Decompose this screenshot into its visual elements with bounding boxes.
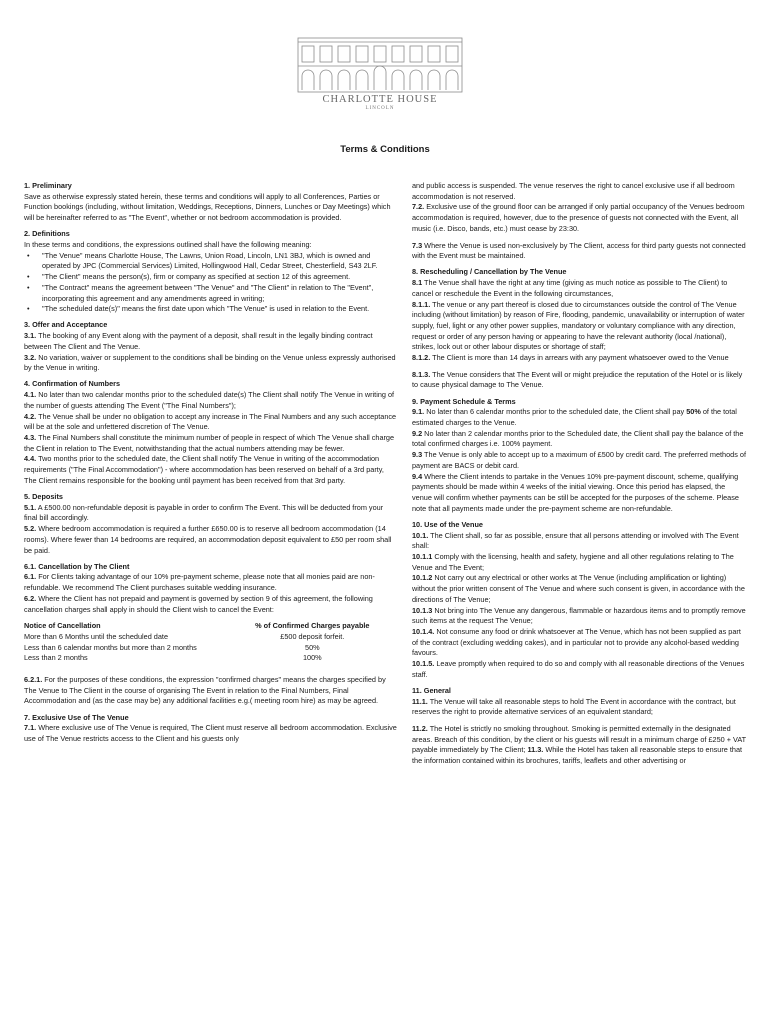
clause-number: 9.1. bbox=[412, 407, 425, 417]
clause bbox=[24, 594, 398, 615]
clause-number: 4.2. bbox=[24, 411, 37, 421]
table-row bbox=[24, 632, 384, 643]
clause-number: 8.1.1. bbox=[412, 299, 431, 309]
clause bbox=[412, 552, 746, 573]
clause bbox=[412, 627, 746, 659]
section-title: 5. Deposits bbox=[24, 491, 63, 501]
clause-number: 4.3. bbox=[24, 432, 37, 442]
clause-number: 9.3 bbox=[412, 450, 423, 460]
list-item: • "The Contract" means the agreement between "The Venue" and "The Client" in relation to The "Event", incorporating this agreement and any amendments agreed in writing; bbox=[42, 283, 398, 304]
section-preliminary bbox=[24, 181, 398, 224]
clause-number: 9.2 bbox=[412, 428, 423, 438]
clause bbox=[412, 724, 746, 767]
clause bbox=[412, 659, 746, 680]
clause bbox=[412, 606, 746, 627]
left-column bbox=[24, 181, 398, 750]
table-cell: More than 6 Months until the scheduled date bbox=[24, 631, 169, 641]
clause-number: 8.1.2. bbox=[412, 353, 431, 363]
clause-emphasis: 50% bbox=[686, 407, 701, 417]
clause bbox=[412, 573, 746, 605]
clause-text: Where bedroom accommodation is required a further £650.00 is to reserve all bedroom accommodation (14 rooms). Where fewer than 14 bedrooms are required, an accommodation deposit equivalent to £50 per room shall be paid. bbox=[24, 524, 392, 555]
clause-number: 7.3 bbox=[412, 240, 423, 250]
clause-number: 10.1.2 bbox=[412, 573, 433, 583]
clause-text: Where exclusive use of The Venue is required, The Client must reserve all bedroom accommodation. Exclusive use of The Venue restricts access to the Client and his guests only bbox=[24, 723, 397, 744]
clause-text: The Client is more than 14 days in arrears with any payment whatsoever owed to the Venue bbox=[430, 353, 729, 363]
paragraph: In these terms and conditions, the expressions outlined shall have the following meaning: bbox=[24, 240, 312, 250]
clause bbox=[24, 433, 398, 454]
table-header-row bbox=[24, 621, 384, 632]
clause bbox=[412, 353, 746, 364]
clause bbox=[24, 524, 398, 556]
clause-text: Exclusive use of the ground floor can be arranged if only partial occupancy of the Venues bedroom accommodation is required, however, due to the presence of guests not connected with the Event, all music (i.e. Disco, bands, etc.) must cease by 23:30. bbox=[412, 202, 745, 233]
clause bbox=[412, 429, 746, 450]
clause-number: 7.1. bbox=[24, 723, 37, 733]
clause bbox=[412, 450, 746, 471]
section-confirmation-numbers bbox=[24, 379, 398, 486]
logo-subtitle: LINCOLN bbox=[365, 106, 395, 111]
list-item: • "The Venue" means Charlotte House, The Lawns, Union Road, Lincoln, LN1 3BJ, which is owned and operated by JPC (Commercial Services) Limited, Hollingwood Hall, Cedar Street, Chesterfield, S43 2LF. bbox=[42, 251, 398, 272]
clause-continuation: and public access is suspended. The venue reserves the right to cancel exclusive use if all bedroom accommodation is not reserved. bbox=[412, 181, 735, 201]
table-row bbox=[24, 653, 384, 664]
clause bbox=[412, 202, 746, 234]
clause bbox=[412, 407, 746, 428]
clause-number: 6.2. bbox=[24, 593, 37, 603]
clause-number: 4.1. bbox=[24, 390, 37, 400]
clause-text: Where the Venue is used non-exclusively by The Client, access for third party guests not connected with the Event must be maintained. bbox=[412, 240, 746, 261]
section-title: 8. Rescheduling / Cancellation by The Venue bbox=[412, 267, 567, 277]
section-title: 1. Preliminary bbox=[24, 181, 72, 190]
clause-number: 3.1. bbox=[24, 331, 37, 341]
clause-text: No later than 6 calendar months prior to the scheduled date, the Client shall pay bbox=[424, 407, 687, 417]
section-rescheduling bbox=[412, 267, 746, 391]
table-header: % of Confirmed Charges payable bbox=[255, 621, 370, 631]
cancellation-charges-table bbox=[24, 621, 384, 664]
table-row bbox=[24, 643, 384, 654]
section-exclusive-use-continued bbox=[412, 181, 746, 262]
logo-name: CHARLOTTE HOUSE bbox=[322, 94, 438, 105]
list-item: • "The scheduled date(s)" means the first date upon which "The Venue" is used in relation to the Event. bbox=[42, 304, 398, 315]
section-deposits bbox=[24, 492, 398, 556]
clause-text: Comply with the licensing, health and safety, hygiene and all other regulations relating to The Venue and The Event; bbox=[412, 552, 734, 572]
section-title: 9. Payment Schedule & Terms bbox=[412, 396, 516, 406]
clause-text: The Hotel is strictly no smoking throughout. Smoking is permitted externally in the designated areas. Breach of this condition, by the client or his guests will result in a minimum charge of £250 + VAT payable immediately by The Client; bbox=[412, 724, 746, 755]
clause-text: The Venue is only able to accept up to a maximum of £500 by credit card. The preferred methods of payment are BACS or debit card. bbox=[412, 450, 746, 470]
clause-text: The booking of any Event along with the payment of a deposit, shall result in the legally binding contract between The Client and The Venue. bbox=[24, 331, 373, 351]
clause bbox=[412, 370, 746, 391]
section-offer-acceptance bbox=[24, 320, 398, 374]
table-header: Notice of Cancellation bbox=[24, 621, 101, 631]
clause-text: The Final Numbers shall constitute the minimum number of people in respect of which The Venue shall charge the Client in relation to The Event, notwithstanding that the actual numbers attending may be fewer. bbox=[24, 432, 395, 453]
definitions-list bbox=[24, 251, 398, 315]
clause-text: The Client shall, so far as possible, ensure that all persons attending or involved with The Event shall: bbox=[412, 530, 739, 551]
table-cell: 100% bbox=[302, 653, 322, 663]
right-column bbox=[412, 181, 746, 772]
table-cell: £500 deposit forfeit. bbox=[280, 631, 345, 641]
clause-text: Leave promptly when required to do so and comply with all reasonable directions of the Venues staff. bbox=[412, 659, 745, 679]
clause-text: Not carry out any electrical or other works at The Venue (including amplification or lighting) without the prior written consent of The Venue and where such consent is given, in accordance with the directions of The Venue; bbox=[412, 573, 745, 604]
clause-number: 5.2. bbox=[24, 524, 37, 534]
clause bbox=[412, 697, 746, 718]
clause bbox=[24, 572, 398, 593]
clause bbox=[24, 353, 398, 374]
clause-number: 7.2. bbox=[412, 202, 425, 212]
clause bbox=[412, 278, 746, 299]
section-title: 4. Confirmation of Numbers bbox=[24, 379, 121, 389]
clause bbox=[412, 472, 746, 515]
section-title: 2. Definitions bbox=[24, 229, 70, 239]
table-cell: 50% bbox=[305, 642, 320, 652]
clause-text: Not bring into The Venue any dangerous, flammable or hazardous items and to promptly remove such items at the request The Venue; bbox=[412, 605, 746, 626]
page-title: Terms & Conditions bbox=[340, 144, 430, 155]
clause-number: 11.1. bbox=[412, 696, 428, 706]
clause-text: Not consume any food or drink whatsoever at The Venue, which has not been supplied as part of the contract (excluding wedding cakes), and in particular not to provide any alcohol-based wedding favours. bbox=[412, 626, 741, 658]
clause-number: 6.1. bbox=[24, 572, 37, 582]
section-definitions bbox=[24, 229, 398, 315]
clause bbox=[24, 454, 398, 486]
clause-number: 3.2. bbox=[24, 352, 37, 362]
clause-number: 4.4. bbox=[24, 454, 37, 464]
clause bbox=[24, 503, 398, 524]
clause-text: For the purposes of these conditions, the expression "confirmed charges" means the charges specified by The Venue to The Client in the course of organising The Event in relation to the Final Numbers, Final Accommodation and (as the case may be) any additional facilities e.g.( meeting room hire) as may be agreed. bbox=[24, 675, 386, 706]
clause bbox=[412, 241, 746, 262]
section-use-of-venue bbox=[412, 520, 746, 681]
clause bbox=[412, 300, 746, 354]
clause-number: 10.1.1 bbox=[412, 552, 433, 561]
clause-text: While the Hotel has taken all reasonable steps to ensure that the information contained within its brochures, tariffs, leaflets and other advertising or bbox=[412, 745, 743, 766]
clause-text: Where the Client intends to partake in the Venues 10% pre-payment discount, scheme, qualifying payments should be made within 4 weeks of the initial viewing. Once this period has elapsed, the venue will confirm whether payments can be still be accepted for the purposes of the scheme. Please note that all payments made under the pre-payment scheme are non-refundable. bbox=[412, 471, 739, 513]
paragraph: Save as otherwise expressly stated herein, these terms and conditions will apply to all Conferences, Parties or Function bookings (including, without limitation, Weddings, Receptions, Dinners, Lunches or Day Meetings) which will be hereinafter referred to as "The Event", whether or not bedroom accommodation is provided. bbox=[24, 191, 391, 223]
clause-text: The Venue will take all reasonable steps to hold The Event in accordance with the contract, but reserves the right to provide alternative services of an equivalent standard; bbox=[412, 696, 736, 717]
section-title: 10. Use of the Venue bbox=[412, 519, 483, 529]
clause bbox=[24, 675, 398, 707]
clause-text: For Clients taking advantage of our 10% pre-payment scheme, please note that all monies paid are non-refundable. We recommend The Client purchases suitable wedding insurance. bbox=[24, 572, 375, 593]
clause-number: 8.1.3. bbox=[412, 369, 431, 379]
section-payment-schedule bbox=[412, 397, 746, 515]
clause bbox=[24, 390, 398, 411]
clause-text: of the total estimated charges to the Venue. bbox=[412, 407, 737, 428]
clause-text: The Venue considers that The Event will or might prejudice the reputation of the Hotel or is likely to cause physical damage to The Venue. bbox=[412, 369, 743, 390]
section-title: 11. General bbox=[412, 685, 451, 695]
clause-number: 10.1.4. bbox=[412, 626, 435, 636]
clause-text: The venue or any part thereof is closed due to circumstances outside the control of The Venue including (without limitation) by reason of Fire, flooding, pandemic, unavailability or interruption of water supply, fuel, light or any other power supplies, mandatory or voluntary compliance with any direction, request or order of any person having or appearing to have the relevant authority (local /national), strikes, lock out or other labour disputes or shortage of staff; bbox=[412, 299, 745, 352]
clause bbox=[24, 331, 398, 352]
section-title: 6.1. Cancellation by The Client bbox=[24, 561, 130, 571]
section-title: 3. Offer and Acceptance bbox=[24, 320, 108, 330]
clause-text: No later than 2 calendar months prior to the Scheduled date, the Client shall pay the balance of the total confirmed charges i.e. 100% payment. bbox=[412, 428, 744, 449]
clause-text: No variation, waiver or supplement to the conditions shall be binding on the Venue unless expressly authorised by the Venue in writing. bbox=[24, 352, 396, 373]
clause-number: 11.3. bbox=[527, 745, 544, 755]
clause-text: No later than two calendar months prior to the scheduled date(s) The Client shall notify The Venue in writing of the number of guests attending The Event ("The Final Numbers"); bbox=[24, 390, 395, 410]
section-title: 7. Exclusive Use of The Venue bbox=[24, 712, 129, 722]
section-exclusive-use bbox=[24, 713, 398, 745]
clause-text: Where the Client has not prepaid and payment is governed by section 9 of this agreement, the following cancellation charges shall apply in should the Client wish to cancel the Event: bbox=[24, 593, 373, 614]
clause-number: 10.1.3 bbox=[412, 605, 433, 615]
section-cancellation-client bbox=[24, 562, 398, 707]
clause-text: The Venue shall be under no obligation to accept any increase in The Final Numbers and any such acceptance will be at the sole and unfettered discretion of The Venue. bbox=[24, 411, 397, 432]
clause-number: 11.2. bbox=[412, 724, 428, 734]
list-item: • "The Client" means the person(s), firm or company as specified at section 12 of this agreement. bbox=[42, 272, 398, 283]
clause-text: The Venue shall have the right at any time (giving as much notice as possible to The Client) to cancel or reschedule the Event in the following circumstances, bbox=[412, 278, 728, 298]
clause-number: 9.4 bbox=[412, 471, 423, 481]
clause-number: 10.1.5. bbox=[412, 659, 435, 669]
clause bbox=[24, 723, 398, 744]
table-cell: Less than 2 months bbox=[24, 653, 88, 663]
clause-text: A £500.00 non-refundable deposit is payable in order to confirm The Event. This will be deducted from your final bill accordingly. bbox=[24, 502, 384, 523]
clause-number: 6.2.1. bbox=[24, 675, 43, 685]
clause bbox=[412, 531, 746, 552]
clause-number: 10.1. bbox=[412, 530, 429, 540]
clause bbox=[24, 412, 398, 433]
section-general bbox=[412, 686, 746, 767]
clause-text: Two months prior to the scheduled date, the Client shall notify The Venue in writing of the accommodation requirements ("The Final Accommodation") - where accommodation has been reserved on behalf of a 3rd party, The Client remains responsible for the booking until payment has been received from that 3rd party. bbox=[24, 454, 384, 485]
table-cell: Less than 6 calendar months but more than 2 months bbox=[24, 642, 197, 652]
clause-number: 5.1. bbox=[24, 502, 37, 512]
clause-number: 8.1 bbox=[412, 278, 423, 288]
